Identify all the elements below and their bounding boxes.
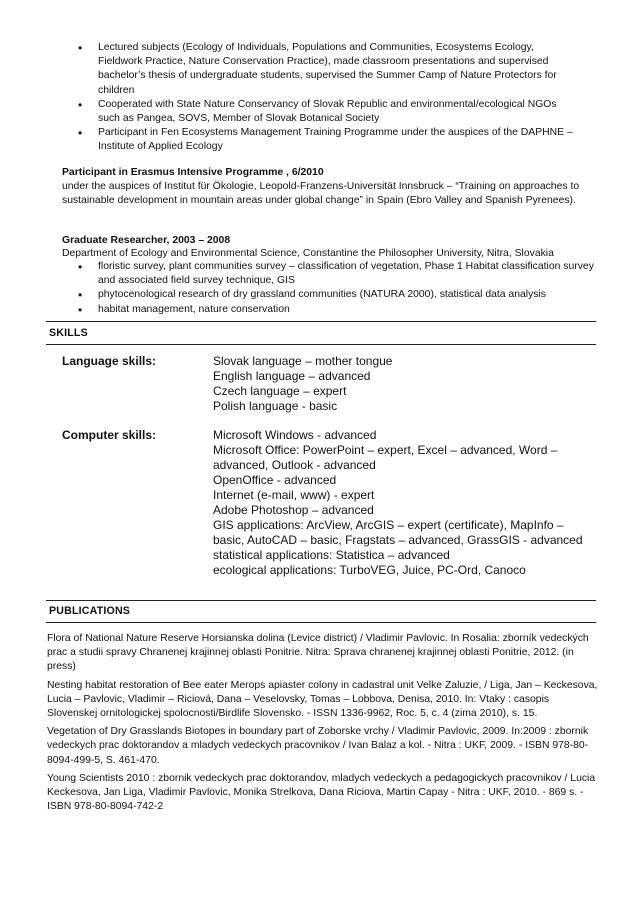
experience-bullet-text: Lectured subjects (Ecology of Individuals, Populations and Communities, Ecosystems Ecology, Fieldwork Practice, Nature Conservation Practice), made classroom presentations and supervised bachelor’s thesis of undergraduate students, supervised the Summer Camp of Nature Protectors for children [98, 42, 557, 96]
computer-skill-item: OpenOffice - advanced [213, 473, 337, 487]
publication-entry: Vegetation of Dry Grasslands Biotopes in boundary part of Zoborske vrchy / Vladimir Pavlovic, 2009. In:2009 : zbornik vedeckych prac doktorandov a mladych vedeckych pracovnikov / Ivan Balaz a kol. - Nitra : UKF, 2009. - ISBN 978-80-8094-499-5, S. 461-470. [47, 726, 589, 766]
experience-bullet-text: Cooperated with State Nature Conservancy of Slovak Republic and environmental/ecological NGOs such as Pangea, SOVS, Member of Slovak Botanical Society [98, 98, 557, 125]
computer-skill-item: statistical applications: Statistica – advanced [213, 548, 450, 562]
graduate-body: Department of Ecology and Environmental Science, Constantine the Philosopher University, Nitra, Slovakia [62, 248, 554, 259]
skills-rule-top [46, 321, 596, 322]
language-skill-item: English language – advanced [213, 369, 371, 383]
language-skill-item: Slovak language – mother tongue [213, 354, 393, 368]
graduate-bullet [78, 260, 598, 288]
publication-entry: Nesting habitat restoration of Bee eater Merops apiaster colony in cadastral unit Velke Zaluzie, / Liga, Jan – Keckesova, Lucia – Pavlovic, Vladimir – Riciová, Dana – Veselovsky, Tomas – Lobbova, Denisa, 2010. In: Vtaky : casopis Slovenskej ornitologickej spolocnosti/Birdlife Slovensko. - ISSN 1336-9962, Roc. 5, c. 4 (zima 2010), s. 15. [47, 679, 598, 720]
computer-skill-item: Adobe Photoshop – advanced [213, 503, 374, 517]
computer-skill-item: ecological applications: TurboVEG, Juice, PC-Ord, Canoco [213, 563, 526, 577]
computer-skills-label: Computer skills: [62, 428, 157, 442]
publications-title: PUBLICATIONS [49, 605, 131, 617]
erasmus-heading: Participant in Erasmus Intensive Programme , 6/2010 [62, 167, 324, 178]
experience-bullet-list [78, 41, 578, 155]
experience-bullet [78, 41, 578, 98]
experience-bullet [78, 98, 578, 126]
computer-skill-item: advanced, Outlook - advanced [213, 458, 376, 472]
publications-rule-bottom [46, 622, 596, 623]
skills-title: SKILLS [49, 327, 88, 339]
publication-entry: Flora of National Nature Reserve Horsianska dolina (Levice district) / Vladimir Pavlovic. In Rosalia: zborník vedeckých prac a studii spravy Chranenej krajinnej oblasti Ponitrie. Nitra: Sprava chranenej krajinnej oblasti Ponitrie, 2012. (in press) [47, 633, 589, 673]
computer-skill-item: basic, AutoCAD – basic, Fragstats – advanced, GrassGIS - advanced [213, 533, 583, 547]
computer-skill-item: GIS applications: ArcView, ArcGIS – expert (certificate), MapInfo – [213, 518, 564, 532]
graduate-bullet-list [78, 260, 598, 317]
graduate-bullet-text: habitat management, nature conservation [98, 303, 290, 315]
publications-rule-top [46, 600, 596, 601]
experience-bullet-text: Participant in Fen Ecosystems Management Training Programme under the auspices of the DAPHNE – Institute of Applied Ecology [98, 127, 573, 153]
computer-skills-list [213, 428, 593, 578]
graduate-bullet-text: floristic survey, plant communities survey – classification of vegetation, Phase 1 Habitat classification survey and associated field survey technique, GIS [98, 261, 594, 287]
erasmus-body: under the auspices of Institut für Ökologie, Leopold-Franzens-Universität Innsbruck – “Training on approaches to sustainable development in mountain areas under global change” in Spain (Ebro Valley and Spanish Pyrenees). [62, 181, 580, 207]
language-skills-list [213, 354, 593, 414]
language-skill-item: Polish language - basic [213, 399, 338, 413]
skills-rule-bottom [46, 344, 596, 345]
experience-bullet [78, 126, 578, 154]
computer-skill-item: Microsoft Office: PowerPoint – expert, Excel – advanced, Word – [213, 443, 558, 457]
graduate-heading: Graduate Researcher, 2003 – 2008 [62, 235, 231, 246]
graduate-bullet [78, 303, 598, 317]
publications-list [47, 632, 599, 818]
language-skill-item: Czech language – expert [213, 384, 347, 398]
graduate-bullet [78, 288, 598, 302]
graduate-bullet-text: phytocenological research of dry grassland communities (NATURA 2000), statistical data analysis [98, 289, 546, 301]
computer-skill-item: Microsoft Windows - advanced [213, 428, 377, 442]
publication-entry: Young Scientists 2010 : zbornik vedeckych prac doktorandov, mladych vedeckych a pedagogickych pracovnikov / Lucia Keckesova, Jan Liga, Vladimir Pavlovic, Monika Strelkova, Dana Riciova, Martin Capay - Nitra : UKF, 2010. - 869 s. - ISBN 978-80-8094-742-2 [47, 772, 596, 813]
language-skills-label: Language skills: [62, 354, 157, 368]
computer-skill-item: Internet (e-mail, www) - expert [213, 488, 375, 502]
